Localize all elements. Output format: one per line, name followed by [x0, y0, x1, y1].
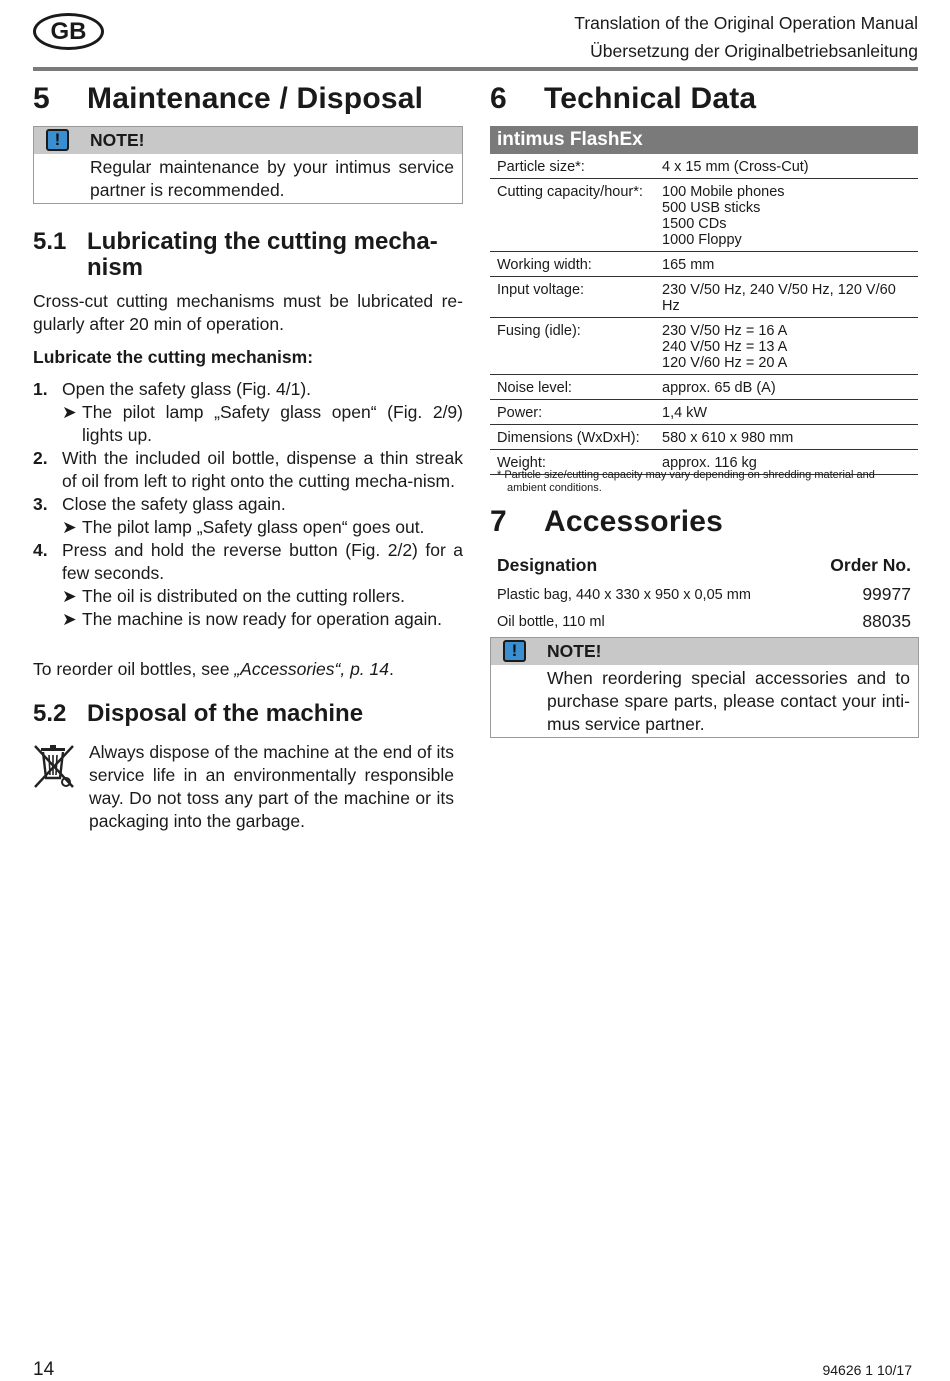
section-5: [33, 82, 463, 116]
disposal-text: Always dispose of the machine at the end of its service life in an environmentally responsible way. Do not toss any part of the machine or its packaging into the garbage.: [89, 742, 454, 831]
reorder-text: To reorder oil bottles, see „Accessories“, p. 14.: [33, 659, 394, 679]
accessories-table: [490, 550, 918, 635]
arrow-right-icon: ➤: [62, 402, 77, 422]
exclamation-icon: !: [46, 129, 69, 151]
maintenance-note: [33, 126, 463, 204]
table-row: Weight: approx. 116 kg: [490, 450, 918, 475]
section-5-1: [33, 229, 463, 281]
lubrication-subhead: Lubricate the cutting mechanism:: [33, 347, 314, 367]
section-6-heading: 6 Technical Data: [490, 82, 757, 115]
note-title: NOTE!: [547, 641, 602, 661]
page-number: 14: [33, 1359, 55, 1380]
accessories-note: [490, 637, 919, 738]
step-3: 3. Close the safety glass again. ➤ The pilot lamp „Safety glass open“ goes out.: [33, 494, 425, 537]
section-5-1-heading: 5.1 Lubricating the cutting mecha- nism: [33, 228, 438, 281]
accessories-table-wrapper: [490, 550, 918, 635]
table-row: Oil bottle, 110 ml 88035: [497, 611, 911, 631]
section-7: [490, 505, 920, 539]
arrow-right-icon: ➤: [62, 586, 77, 606]
step-4: 4. Press and hold the reverse button (Fig. 2/2) for a few seconds. ➤ The oil is distributed on the cutting rollers. ➤ The machine is now ready for operation again.: [33, 540, 463, 629]
section-7-heading: 7 Accessories: [490, 505, 723, 538]
accessories-reference[interactable]: „Accessories“, p. 14: [234, 659, 389, 679]
header-line1: Translation of the Original Operation Manual: [574, 13, 918, 33]
arrow-right-icon: ➤: [62, 609, 77, 629]
exclamation-icon: !: [503, 640, 526, 662]
country-badge: GB: [33, 13, 104, 50]
note-title: NOTE!: [90, 130, 145, 150]
technical-data-table: [490, 126, 918, 475]
table-title: intimus FlashEx: [490, 126, 918, 154]
table-row: Noise level: approx. 65 dB (A): [490, 375, 918, 400]
header-line2: Übersetzung der Originalbetriebsanleitung: [590, 41, 918, 61]
note-text: Regular maintenance by your intimus service partner is recommended.: [90, 157, 454, 200]
col-designation: Designation: [497, 555, 598, 575]
col-order-no: Order No.: [830, 555, 911, 575]
arrow-right-icon: ➤: [62, 517, 77, 537]
table-footnote: * Particle size/cutting capacity may vary depending on shredding material and ambient conditions.: [497, 469, 875, 494]
section-5-heading: 5 Maintenance / Disposal: [33, 82, 424, 115]
step-1: 1. Open the safety glass (Fig. 4/1). ➤ The pilot lamp „Safety glass open“ (Fig. 2/9) lights up.: [33, 379, 463, 445]
doc-code: 94626 1 10/17: [822, 1362, 912, 1378]
section-5-2-heading: 5.2 Disposal of the machine: [33, 700, 364, 727]
table-row: Dimensions (WxDxH): 580 x 610 x 980 mm: [490, 425, 918, 450]
section-6: [490, 82, 920, 116]
table-row: Plastic bag, 440 x 330 x 950 x 0,05 mm 99977: [497, 584, 911, 604]
header-titles: [574, 9, 918, 65]
header-rule: [33, 67, 918, 71]
table-row: Input voltage: 230 V/50 Hz, 240 V/50 Hz, 120 V/60 Hz: [490, 277, 918, 318]
section-5-2: [33, 701, 463, 727]
technical-data-table-wrapper: [490, 126, 918, 475]
table-row: Cutting capacity/hour*: 100 Mobile phones 500 USB sticks 1500 CDs 1000 Floppy: [490, 179, 918, 252]
step-2: 2. With the included oil bottle, dispense a thin streak of oil from left to right onto the cutting mecha-nism.: [33, 448, 463, 491]
table-row: Power: 1,4 kW: [490, 400, 918, 425]
crossed-bin-icon: [33, 744, 77, 789]
table-row: Fusing (idle): 230 V/50 Hz = 16 A 240 V/50 Hz = 13 A 120 V/60 Hz = 20 A: [490, 318, 918, 375]
table-row: Particle size*: 4 x 15 mm (Cross-Cut): [490, 154, 918, 179]
table-row: Working width: 165 mm: [490, 252, 918, 277]
note-text: When reordering special accessories and to purchase spare parts, please contact your inti-mus service partner.: [547, 668, 910, 734]
lubrication-intro: Cross-cut cutting mechanisms must be lubricated re-gularly after 20 min of operation.: [33, 291, 463, 334]
lubrication-steps: [33, 378, 463, 631]
